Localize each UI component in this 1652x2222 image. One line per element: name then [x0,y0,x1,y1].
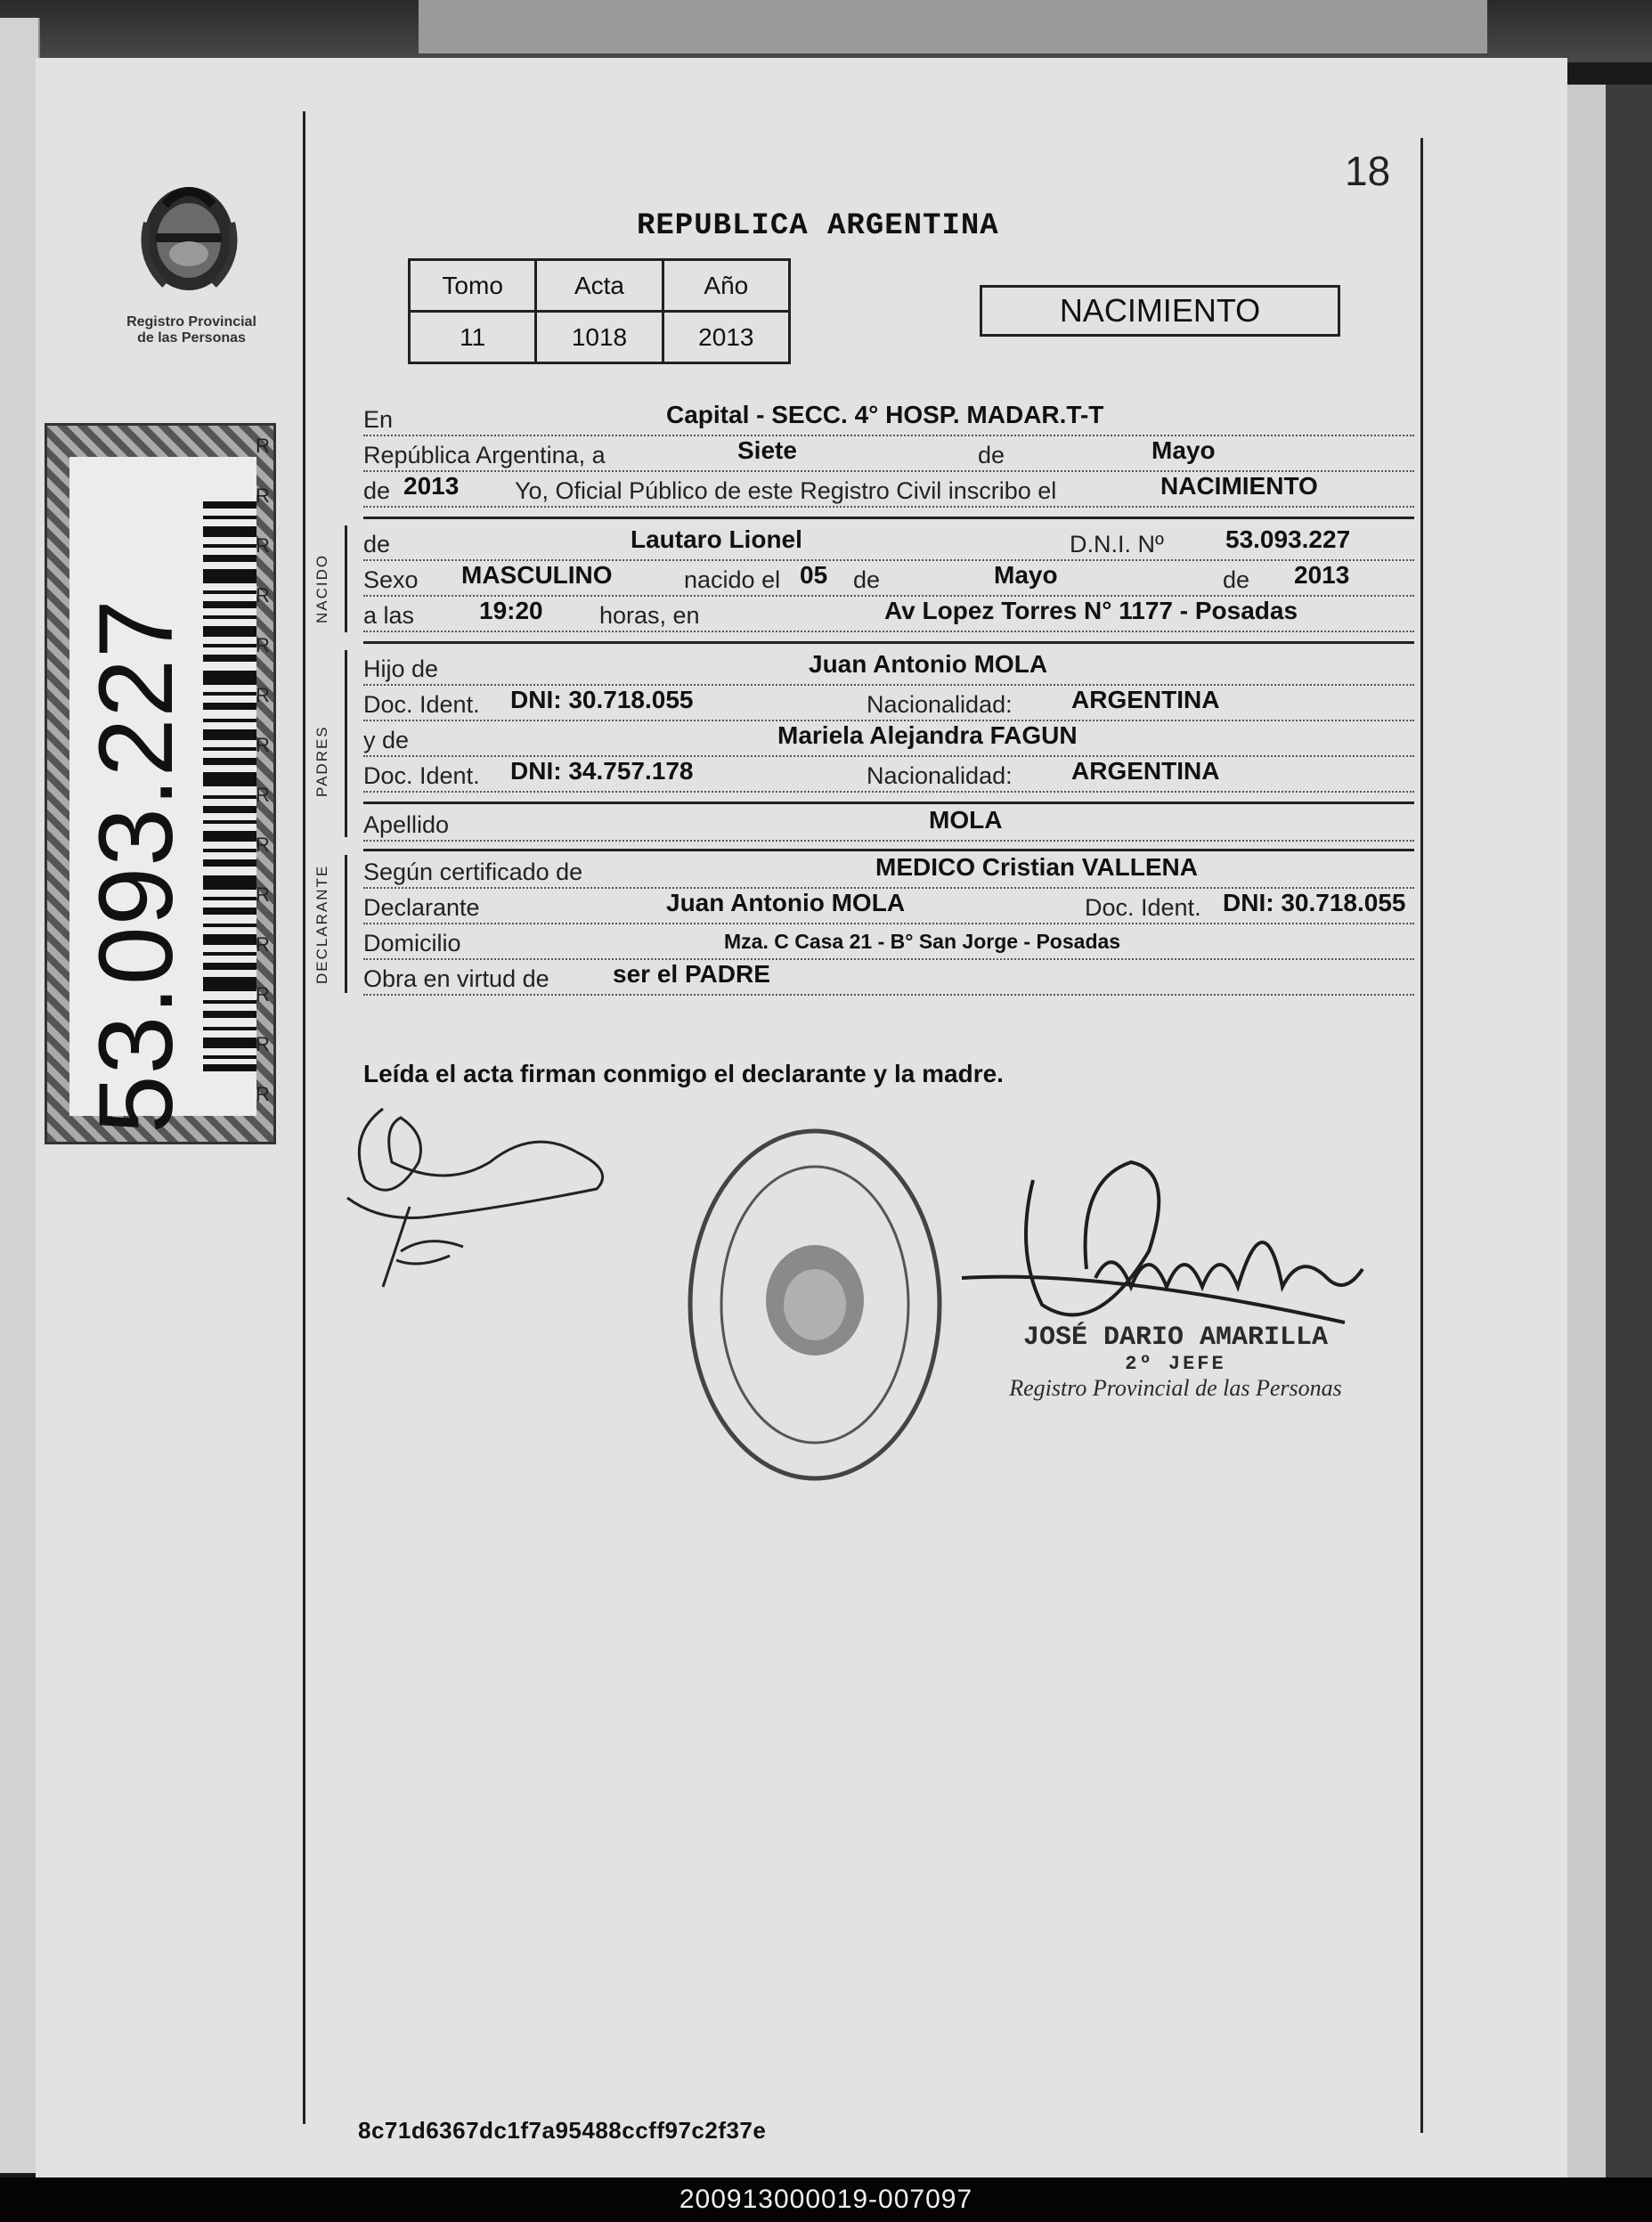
nacido-bracket [345,525,347,632]
section-rule [363,641,1414,644]
line-mother-doc [363,757,1414,793]
sticker-pattern-glyph: R [256,883,270,906]
page-number: 18 [1345,148,1391,194]
section-rule [363,849,1414,851]
paper-scrap [419,0,1487,53]
alas-label: a las [363,602,415,629]
father-doc-value: DNI: 30.718.055 [510,686,694,713]
sexo-label: Sexo [363,566,419,593]
de3-label: de [853,566,881,593]
sticker-pattern-glyph: R [256,834,270,856]
provincial-emblem-icon [129,169,249,298]
declarante-value: Juan Antonio MOLA [666,889,906,916]
domicilio-label: Domicilio [363,930,461,956]
inscribo-value: NACIMIENTO [1160,472,1318,500]
registry-caption [107,314,276,346]
line-certificado [363,853,1414,889]
line-en [363,401,1414,436]
father-value: Juan Antonio MOLA [809,650,1048,678]
sticker-pattern-glyph: R [256,634,270,656]
de-label: de [978,442,1005,468]
official-signature-icon [926,1144,1425,1349]
sticker-pattern-glyph: R [256,734,270,756]
day-value: Siete [737,436,797,464]
barcode-sticker [45,423,276,1144]
declarante-doc-label: Doc. Ident. [1085,894,1201,921]
de2-label: de [363,477,391,504]
nacionalidad-label: Nacionalidad: [867,762,1013,789]
registry-caption-line1: Registro Provincial [126,314,256,330]
padres-label: PADRES [313,725,330,797]
acta-table-header-row [410,260,790,312]
line-hijo [363,650,1414,686]
declarante-label: DECLARANTE [313,864,330,984]
mother-value: Mariela Alejandra FAGUN [777,721,1078,749]
sticker-pattern-glyph: R [256,983,270,1005]
barcode-number: 53.093.227 [77,598,195,1134]
en-label: En [363,406,394,433]
mother-nationality-value: ARGENTINA [1071,757,1220,785]
nacido-label: NACIDO [313,553,330,623]
footer-id-bar: 200913000019-007097 [0,2177,1652,2222]
book-right-edge [1563,85,1652,2177]
nacionalidad-label: Nacionalidad: [867,691,1013,718]
acta-table [408,258,791,364]
padres-bracket [345,650,347,837]
doc-label: Doc. Ident. [363,691,480,718]
section-rule [363,517,1414,519]
signer-office: Registro Provincial de las Personas [1009,1375,1342,1401]
obra-value: ser el PADRE [613,960,770,988]
obra-label: Obra en virtud de [363,965,549,992]
father-nationality-value: ARGENTINA [1071,686,1220,713]
sticker-pattern-glyph: R [256,1083,270,1105]
sticker-pattern-glyph: R [256,584,270,606]
acta-table-value-row [410,312,790,363]
section-rule [363,802,1414,804]
right-margin-rule [1420,138,1423,2133]
registry-caption-line2: de las Personas [137,330,246,346]
name-value: Lautaro Lionel [631,525,802,553]
line-time [363,597,1414,632]
declarante-bracket [345,855,347,993]
time-value: 19:20 [479,597,543,624]
dni-label: D.N.I. Nº [1070,531,1164,558]
hijo-label: Hijo de [363,655,439,682]
sexo-value: MASCULINO [461,561,613,589]
signer-name: JOSÉ DARIO AMARILLA [1022,1323,1329,1353]
line-obra [363,960,1414,996]
month-value: Mayo [1152,436,1216,464]
sticker-pattern-glyph: R [256,933,270,956]
line-domicilio [363,924,1414,960]
sticker-pattern-glyph: R [256,534,270,557]
anio-value: 2013 [663,312,789,363]
line-sexo [363,561,1414,597]
line-father-doc [363,686,1414,721]
place-value: Av Lopez Torres N° 1177 - Posadas [884,597,1298,624]
nacido-el-label: nacido el [684,566,781,593]
acta-value: 1018 [536,312,663,363]
horas-label: horas, en [599,602,700,629]
book-left-leaf [0,18,40,2173]
doc-label: Doc. Ident. [363,762,480,789]
signer-block [962,1323,1389,1402]
sticker-pattern-glyph: R [256,1033,270,1055]
certificado-label: Según certificado de [363,859,583,885]
declarante-field-label: Declarante [363,894,480,921]
barcode-icon [203,501,256,1071]
dni-value: 53.093.227 [1225,525,1351,553]
en-value: Capital - SECC. 4° HOSP. MADAR.T-T [666,401,1104,428]
sticker-pattern-glyph: R [256,784,270,806]
document-page [36,58,1567,2177]
declarante-doc-value: DNI: 30.718.055 [1223,889,1406,916]
anio-header: Año [663,260,789,312]
official-seal-icon [650,1100,971,1492]
yde-label: y de [363,727,410,753]
line-declarante [363,889,1414,924]
sticker-pattern-icon [252,426,279,1147]
mother-doc-value: DNI: 34.757.178 [510,757,694,785]
name-label: de [363,531,391,558]
domicilio-value: Mza. C Casa 21 - B° San Jorge - Posadas [724,930,1121,953]
line-mother [363,721,1414,757]
birth-year-value: 2013 [1294,561,1350,589]
signer-role: 2º JEFE [1125,1353,1226,1375]
sticker-pattern-glyph: R [256,435,270,457]
de4-label: de [1223,566,1250,593]
certificado-value: MEDICO Cristian VALLENA [875,853,1198,881]
document-hash: 8c71d6367dc1f7a95488ccff97c2f37e [358,2117,767,2144]
document-title: REPUBLICA ARGENTINA [637,209,999,243]
year-value: 2013 [403,472,460,500]
republica-label: República Argentina, a [363,442,606,468]
apellido-label: Apellido [363,811,450,838]
line-republica [363,436,1414,472]
tomo-header: Tomo [410,260,536,312]
photo-background-top [0,0,1652,62]
sticker-pattern-glyph: R [256,684,270,706]
line-oficial [363,472,1414,508]
record-type-box: NACIMIENTO [980,285,1340,337]
birth-month-value: Mayo [994,561,1058,589]
left-margin-rule [303,111,305,2124]
oficial-text: Yo, Oficial Público de este Registro Civil inscribo el [515,477,1057,504]
line-name [363,525,1414,561]
acta-header: Acta [536,260,663,312]
birth-day-value: 05 [800,561,828,589]
line-apellido [363,806,1414,842]
sticker-pattern-glyph: R [256,484,270,507]
closing-statement: Leída el acta firman conmigo el declarante y la madre. [363,1060,1004,1087]
tomo-value: 11 [410,312,536,363]
apellido-value: MOLA [929,806,1003,834]
declarant-signature-icon [330,1082,632,1296]
